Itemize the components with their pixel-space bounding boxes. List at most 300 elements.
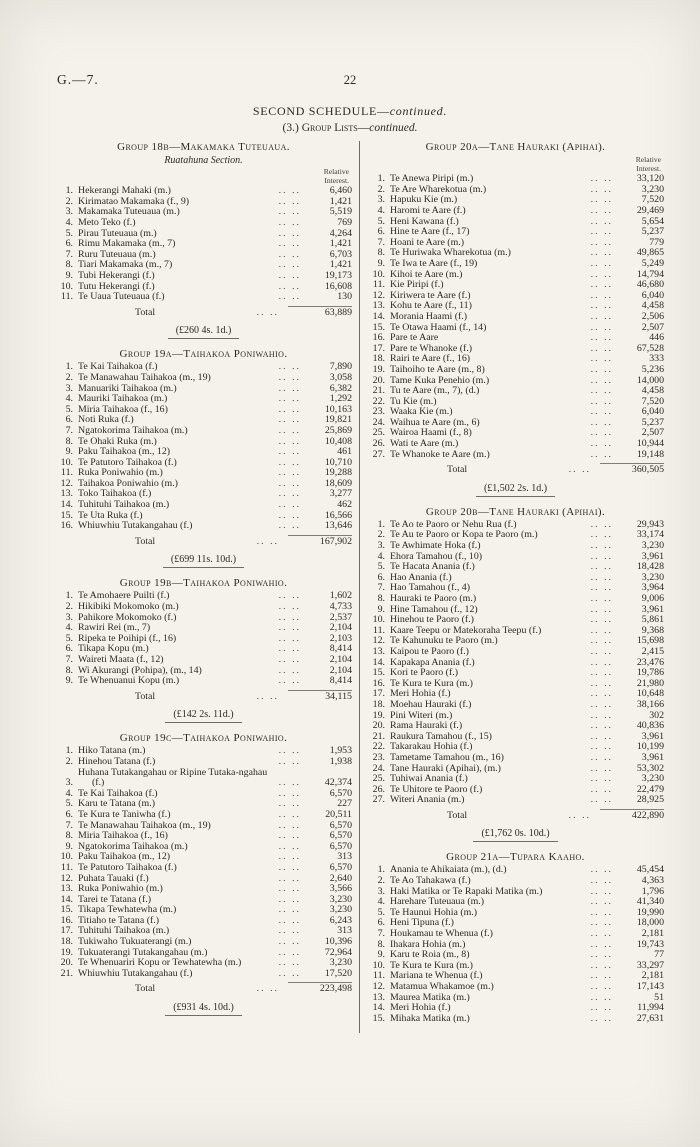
entry-number: 26. <box>372 438 385 450</box>
dot-leader: .. .. <box>590 709 613 721</box>
entry-name: Toko Taihakoa (f.) <box>78 488 152 500</box>
entry-number: 8. <box>65 830 73 842</box>
entry-name: Te Haunui Hohia (m.) <box>390 906 478 918</box>
entry-value: 25,869 <box>324 424 352 436</box>
entry-number: 8. <box>65 435 73 447</box>
group-title: Group 19a—Taihakoa Poniwahio. <box>119 348 288 361</box>
entry-number: 9. <box>65 840 73 852</box>
entry-value: 67,528 <box>636 342 664 354</box>
entry-value: 7,890 <box>329 361 352 373</box>
dot-leader: .. .. <box>590 416 613 428</box>
entry-number: 24. <box>372 762 385 774</box>
entry-value: 45,454 <box>636 864 664 876</box>
entry-name: Tukuaterangi Tutakangahau (m.) <box>78 946 208 958</box>
list-entry <box>55 969 352 980</box>
entry-name: Te Whanoke te Aare (m.) <box>390 448 490 460</box>
currency-total: (£1,762 0s. 10d.) <box>473 828 557 842</box>
list-entry <box>367 365 664 376</box>
dot-leader: .. .. <box>278 830 301 842</box>
entry-value: 769 <box>337 217 352 228</box>
entry-value: 23,476 <box>636 656 664 668</box>
entry-value: 18,428 <box>636 561 664 573</box>
entry-number: 11. <box>373 279 385 291</box>
entry-number: 10. <box>372 268 385 280</box>
entry-number: 1. <box>377 518 385 530</box>
entry-value: 1,421 <box>329 259 352 271</box>
dot-leader: .. .. <box>590 406 613 418</box>
entry-number: 25. <box>372 427 385 439</box>
dot-leader: .. .. <box>590 896 613 908</box>
entry-name: Paku Taihakoa (m., 12) <box>78 446 171 458</box>
entry-name: Te Whenuanui Kopu (m.) <box>78 675 180 687</box>
currency-total: (£142 2s. 11d.) <box>165 709 241 723</box>
entry-number: 12. <box>372 289 385 301</box>
entry-name: Mariana te Whenua (f.) <box>390 970 483 982</box>
entry-value: 20,511 <box>325 808 352 820</box>
entry-name: Te Manawahau Taihakoa (m., 19) <box>78 371 211 383</box>
entry-number: 6. <box>65 414 73 426</box>
dot-leader: .. .. <box>590 342 613 354</box>
total-row <box>55 690 352 703</box>
dot-leader: .. .. <box>590 917 613 929</box>
entry-name: Tiari Makamaka (m., 7) <box>78 259 173 271</box>
group-block <box>367 506 664 843</box>
entry-name: Karu te Roia (m., 8) <box>390 949 470 961</box>
entry-number: 7. <box>377 582 385 594</box>
entry-number: 15. <box>372 321 385 333</box>
entry-number: 26. <box>372 783 385 795</box>
entry-value: 2,415 <box>641 645 664 657</box>
entry-value: 5,237 <box>641 226 664 238</box>
total-value: 223,498 <box>288 982 352 995</box>
entry-value: 8,414 <box>329 643 352 655</box>
entry-name: Wi Akurangi (Pohipa), (m., 14) <box>78 664 202 676</box>
dot-leader: .. .. <box>590 688 613 700</box>
entry-number: 7. <box>65 654 73 665</box>
entry-value: 3,230 <box>641 540 664 552</box>
entry-value: 77 <box>654 949 664 961</box>
entry-number: 13. <box>372 645 385 657</box>
dot-leader: .. .. <box>278 414 301 426</box>
dot-leader: .. .. <box>590 518 613 530</box>
dot-leader: .. .. <box>590 332 613 344</box>
dot-leader: .. .. <box>590 194 613 206</box>
entry-number: 7. <box>65 248 73 260</box>
entry-name: Kirimatao Makamaka (f., 9) <box>78 195 190 207</box>
dot-leader: .. .. <box>278 946 301 958</box>
dot-leader: .. .. <box>278 488 301 500</box>
entry-number: 17. <box>372 688 385 700</box>
entry-value: 72,964 <box>324 946 352 958</box>
dot-leader: .. .. <box>278 520 301 532</box>
entry-name: Waihua te Aare (m., 6) <box>390 416 480 428</box>
total-row <box>367 809 664 822</box>
entry-number: 12. <box>372 981 385 992</box>
entry-value: 29,469 <box>636 205 664 216</box>
entry-number: 14. <box>372 1002 385 1014</box>
entry-value: 3,230 <box>641 773 664 785</box>
dot-leader: .. .. <box>278 499 301 511</box>
entry-number: 22. <box>372 395 385 407</box>
currency-row <box>367 478 664 497</box>
dot-leader: .. .. <box>278 861 301 873</box>
dot-leader: .. .. <box>590 582 613 594</box>
entry-name: Hekerangi Mahaki (m.) <box>78 185 171 197</box>
entry-name: Kapakapa Anania (f.) <box>390 656 475 668</box>
entry-name: Miria Taihakoa (f., 16) <box>78 830 168 842</box>
dot-leader: .. .. <box>278 185 301 197</box>
dot-leader: .. .. <box>590 448 613 460</box>
entry-number: 6. <box>65 238 73 250</box>
entry-name: Whiuwhiu Tutakangahau (f.) <box>78 520 193 532</box>
group-title: Group 21a—Tupara Kaaho. <box>446 851 585 864</box>
entry-value: 5,236 <box>641 363 664 375</box>
entry-name: Meri Hohia (f.) <box>390 688 451 700</box>
currency-total: (£1,502 2s. 1d.) <box>476 483 555 497</box>
entry-value: 2,537 <box>329 611 352 623</box>
entry-name: Hapuku Kie (m.) <box>390 194 458 206</box>
dot-leader: .. .. <box>590 529 613 541</box>
entry-number: 9. <box>377 257 385 269</box>
dot-leader: .. .. <box>590 257 613 269</box>
entry-name: Miria Taihakoa (f., 16) <box>78 403 168 415</box>
entry-number: 14. <box>60 893 73 905</box>
dot-leader: .. .. <box>590 310 613 322</box>
entry-name: Tu Kie (m.) <box>390 395 437 407</box>
entry-number: 23. <box>372 406 385 418</box>
group-section-title: Ruatahuna Section. <box>164 155 243 166</box>
dot-leader: .. .. <box>278 745 301 757</box>
entry-number: 27. <box>372 448 385 460</box>
entry-name: Tuhituhi Taihakoa (m.) <box>78 499 170 511</box>
entry-number: 2. <box>65 755 73 767</box>
total-label: Total <box>135 690 156 702</box>
entry-value: 7,520 <box>641 194 664 206</box>
entry-value: 6,570 <box>329 861 352 873</box>
dot-leader: .. .. <box>590 906 613 918</box>
list-entry <box>55 863 352 874</box>
entry-value: 16,566 <box>324 509 352 521</box>
dot-leader: .. .. <box>590 215 613 227</box>
right-column <box>360 141 664 1033</box>
dot-leader: .. .. <box>590 247 613 259</box>
entry-name: Tuhiwai Anania (f.) <box>390 773 468 785</box>
entry-number: 10. <box>60 851 73 863</box>
entry-name: Te Are Wharekotua (m.) <box>390 183 487 195</box>
entry-name: Te Ao te Paoro or Nehu Rua (f.) <box>390 518 517 530</box>
entry-value: 14,794 <box>636 268 664 280</box>
entry-value: 2,104 <box>329 664 352 676</box>
entry-name: Te Patutoro Taihakoa (f.) <box>78 861 177 873</box>
list-entry <box>55 218 352 229</box>
entry-number: 22. <box>372 741 385 753</box>
dot-leader: .. .. <box>590 864 613 876</box>
dot-leader: .. .. <box>278 777 301 789</box>
entry-value: 461 <box>337 446 352 458</box>
entry-name: Te Otawa Haami (f., 14) <box>390 321 487 333</box>
entry-value: 10,199 <box>636 741 664 753</box>
entry-value: 6,570 <box>329 787 352 799</box>
currency-total: (£931 4s. 10d.) <box>165 1002 242 1016</box>
subtitle-number: (3.) <box>282 122 302 134</box>
entry-value: 779 <box>649 236 664 248</box>
entry-number: 2. <box>65 601 73 613</box>
entry-value: 21,980 <box>636 677 664 689</box>
dot-leader: .. .. <box>278 925 301 937</box>
group-title: Group 20a—Tane Hauraki (Apihai). <box>425 141 606 153</box>
entry-value: 6,040 <box>641 406 664 418</box>
entry-value: 38,166 <box>636 698 664 710</box>
entry-number: 13. <box>372 300 385 312</box>
list-entry <box>367 982 664 993</box>
entry-number: 27. <box>372 794 385 806</box>
entry-number: 6. <box>377 917 385 929</box>
entry-name: Tuhituhi Taihakoa (m.) <box>78 925 170 937</box>
entry-number: 1. <box>65 745 73 757</box>
dot-leader: .. .. <box>590 773 613 785</box>
entry-value: 446 <box>649 332 664 344</box>
entry-name: Te Kura te Taniwha (f.) <box>78 808 171 820</box>
entry-value: 7,520 <box>641 395 664 407</box>
entry-name: Te Huriwaka Wharekotua (m.) <box>390 247 511 259</box>
dot-leader: .. .. <box>278 787 301 799</box>
entry-name: Paku Taihakoa (m., 12) <box>78 851 171 863</box>
entry-number: 14. <box>372 656 385 668</box>
dot-leader: .. .. <box>278 280 301 292</box>
entry-number: 3. <box>65 777 73 789</box>
total-row <box>55 982 352 995</box>
entry-name: Te Ohaki Ruka (m.) <box>78 435 157 447</box>
list-entry <box>55 426 352 437</box>
entry-name: Pare te Whanoke (f.) <box>390 342 473 354</box>
dot-leader: .. .. <box>590 635 613 647</box>
schedule-subtitle <box>0 122 700 134</box>
entry-number: 7. <box>65 424 73 436</box>
entry-value: 1,953 <box>329 745 352 757</box>
dot-leader: .. .. <box>590 970 613 982</box>
dot-leader: .. .. <box>278 819 301 831</box>
dot-leader: .. .. <box>590 540 613 552</box>
entry-name: Hinehou te Paoro (f.) <box>390 614 474 626</box>
entry-number: 12. <box>60 477 73 489</box>
list-entry <box>55 521 352 532</box>
entry-number: 2. <box>377 875 385 887</box>
list-entry <box>55 768 352 789</box>
group-block <box>55 732 352 1016</box>
dot-leader: .. .. <box>590 571 613 583</box>
entry-value: 3,230 <box>641 183 664 195</box>
entry-number: 1. <box>65 361 73 373</box>
entry-number: 2. <box>377 529 385 541</box>
entry-value: 2,181 <box>641 970 664 982</box>
dot-leader: .. .. <box>590 730 613 742</box>
dot-leader: .. .. <box>590 720 613 732</box>
dot-leader: .. .. <box>568 464 591 476</box>
entry-name: Tukiwaho Tukuaterangi (m.) <box>78 936 192 948</box>
entry-name: Taihakoa Poniwahio (m.) <box>78 477 178 489</box>
dot-leader: .. .. <box>590 603 613 615</box>
entry-name: Ngatokorima Taihakoa (m.) <box>78 424 188 436</box>
entry-number: 4. <box>65 217 73 228</box>
list-entry <box>367 312 664 323</box>
total-label: Total <box>135 535 156 547</box>
entry-value: 302 <box>649 709 664 721</box>
dot-leader: .. .. <box>590 885 613 897</box>
total-value: 63,889 <box>288 306 352 319</box>
entry-number: 10. <box>60 456 73 468</box>
entry-value: 3,961 <box>641 751 664 763</box>
entry-name: Moehau Hauraki (f.) <box>390 698 472 710</box>
entry-name: Tubi Hekerangi (f.) <box>78 269 155 281</box>
dot-leader: .. .. <box>278 403 301 415</box>
entry-number: 14. <box>60 499 73 511</box>
entry-value: 11,994 <box>637 1002 664 1014</box>
entry-name: Rama Hauraki (f.) <box>390 720 463 732</box>
dot-leader: .. .. <box>590 949 613 961</box>
dot-leader: .. .. <box>590 783 613 795</box>
entry-number: 3. <box>65 206 73 218</box>
entry-value: 15,698 <box>636 635 664 647</box>
entry-number: 24. <box>372 416 385 428</box>
doc-reference: G.—7. <box>57 72 99 87</box>
entry-name: Te Kai Taihakoa (f.) <box>78 787 158 799</box>
dot-leader: .. .. <box>590 645 613 657</box>
entry-number: 21. <box>372 385 385 397</box>
entry-name: Manuariki Taihakoa (m.) <box>78 382 177 394</box>
entry-number: 11. <box>373 970 385 982</box>
entry-value: 4,458 <box>641 300 664 312</box>
dot-leader: .. .. <box>278 435 301 447</box>
dot-leader: .. .. <box>590 173 613 185</box>
entry-name: Te Hacata Anania (f.) <box>390 561 475 573</box>
entry-name: Maurea Matika (m.) <box>390 991 470 1003</box>
list-entry <box>367 450 664 461</box>
entry-name: Te Uta Ruka (f.) <box>78 509 143 521</box>
entry-name: Ruka Poniwahio (m.) <box>78 467 163 479</box>
entry-value: 313 <box>337 925 352 937</box>
entry-name: Haki Matika or Te Rapaki Matika (m.) <box>390 885 543 897</box>
entry-name: Hinehou Tatana (f.) <box>78 755 156 767</box>
list-entry <box>55 271 352 282</box>
entry-number: 5. <box>65 403 73 415</box>
entry-name: Te Awhimate Hoka (f.) <box>390 540 481 552</box>
entry-name: Te Kahunuku te Paoro (m.) <box>390 635 498 647</box>
total-row <box>367 463 664 476</box>
entry-value: 8,414 <box>329 675 352 687</box>
entry-value: 33,297 <box>636 959 664 971</box>
entry-value: 40,836 <box>636 720 664 732</box>
dot-leader: .. .. <box>278 622 301 634</box>
entry-name: Te Patutoro Taihakoa (f.) <box>78 456 177 468</box>
dot-leader: .. .. <box>278 936 301 948</box>
total-value: 34,115 <box>288 690 352 703</box>
dot-leader: .. .. <box>590 395 613 407</box>
dot-leader: .. .. <box>590 385 613 397</box>
entry-name: Kiriwera te Aare (f.) <box>390 289 471 301</box>
entry-value: 3,566 <box>329 883 352 895</box>
entry-value: 6,243 <box>329 914 352 926</box>
dot-leader: .. .. <box>278 509 301 521</box>
relative-interest-label: Relative Interest. <box>323 167 349 186</box>
entry-name: Hine te Aare (f., 17) <box>390 226 470 238</box>
dot-leader: .. .. <box>590 205 613 216</box>
entry-value: 10,163 <box>324 403 352 415</box>
entry-value: 4,363 <box>641 875 664 887</box>
entry-number: 1. <box>377 864 385 876</box>
dot-leader: .. .. <box>278 248 301 260</box>
entry-value: 227 <box>337 798 352 810</box>
entry-value: 10,648 <box>636 688 664 700</box>
dot-leader: .. .. <box>590 353 613 365</box>
entry-value: 46,680 <box>636 279 664 291</box>
entry-value: 5,237 <box>641 416 664 428</box>
relative-interest-label: Relative Interest. <box>635 155 661 174</box>
dot-leader: .. .. <box>278 259 301 271</box>
entry-number: 16. <box>60 914 73 926</box>
entry-value: 51 <box>654 991 664 1003</box>
entry-value: 19,786 <box>636 667 664 679</box>
entry-name: Kaipou te Paoro (f.) <box>390 645 469 657</box>
entry-value: 9,368 <box>641 624 664 636</box>
entry-name: Waireti Maata (f., 12) <box>78 654 164 665</box>
entry-number: 6. <box>65 643 73 655</box>
entry-number: 11. <box>373 624 385 636</box>
group-block <box>55 141 352 339</box>
dot-leader: .. .. <box>590 363 613 375</box>
entry-number: 7. <box>65 819 73 831</box>
total-value: 167,902 <box>288 535 352 548</box>
dot-leader: .. .. <box>590 656 613 668</box>
entry-value: 17,520 <box>324 967 352 979</box>
dot-leader: .. .. <box>590 677 613 689</box>
dot-leader: .. .. <box>278 227 301 239</box>
entry-number: 1. <box>65 590 73 602</box>
entry-value: 3,230 <box>329 957 352 969</box>
dot-leader: .. .. <box>590 762 613 774</box>
entry-value: 462 <box>337 499 352 511</box>
dot-leader: .. .. <box>278 206 301 218</box>
entry-number: 7. <box>377 236 385 248</box>
entry-name: Rawiri Rei (m., 7) <box>78 622 151 634</box>
entry-number: 17. <box>372 342 385 354</box>
left-column <box>55 141 359 1033</box>
entry-number: 15. <box>372 667 385 679</box>
entry-value: 5,249 <box>641 257 664 269</box>
entry-value: 1,938 <box>329 755 352 767</box>
entry-name: Te Manawahau Taihakoa (m., 19) <box>78 819 211 831</box>
dot-leader: .. .. <box>278 393 301 405</box>
dot-leader: .. .. <box>590 438 613 450</box>
entry-value: 49,865 <box>636 247 664 259</box>
entry-value: 33,120 <box>636 173 664 185</box>
list-entry <box>367 753 664 764</box>
dot-leader: .. .. <box>590 959 613 971</box>
entry-number: 8. <box>377 593 385 604</box>
entry-value: 4,458 <box>641 385 664 397</box>
dot-leader: .. .. <box>278 632 301 644</box>
dot-leader: .. .. <box>278 904 301 916</box>
list-entry <box>367 795 664 806</box>
entry-name: Ruru Tuteuaua (m.) <box>78 248 156 260</box>
entry-value: 10,710 <box>324 456 352 468</box>
entry-number: 12. <box>372 635 385 647</box>
dot-leader: .. .. <box>590 279 613 291</box>
entry-name: Ihakara Hohia (m.) <box>390 938 466 950</box>
dot-leader: .. .. <box>590 981 613 992</box>
entry-name: Huhana Tutakangahau or Ripine Tutaka-ngahau (f.) <box>78 766 268 789</box>
dot-leader: .. .. <box>278 967 301 979</box>
dot-leader: .. .. <box>278 872 301 884</box>
